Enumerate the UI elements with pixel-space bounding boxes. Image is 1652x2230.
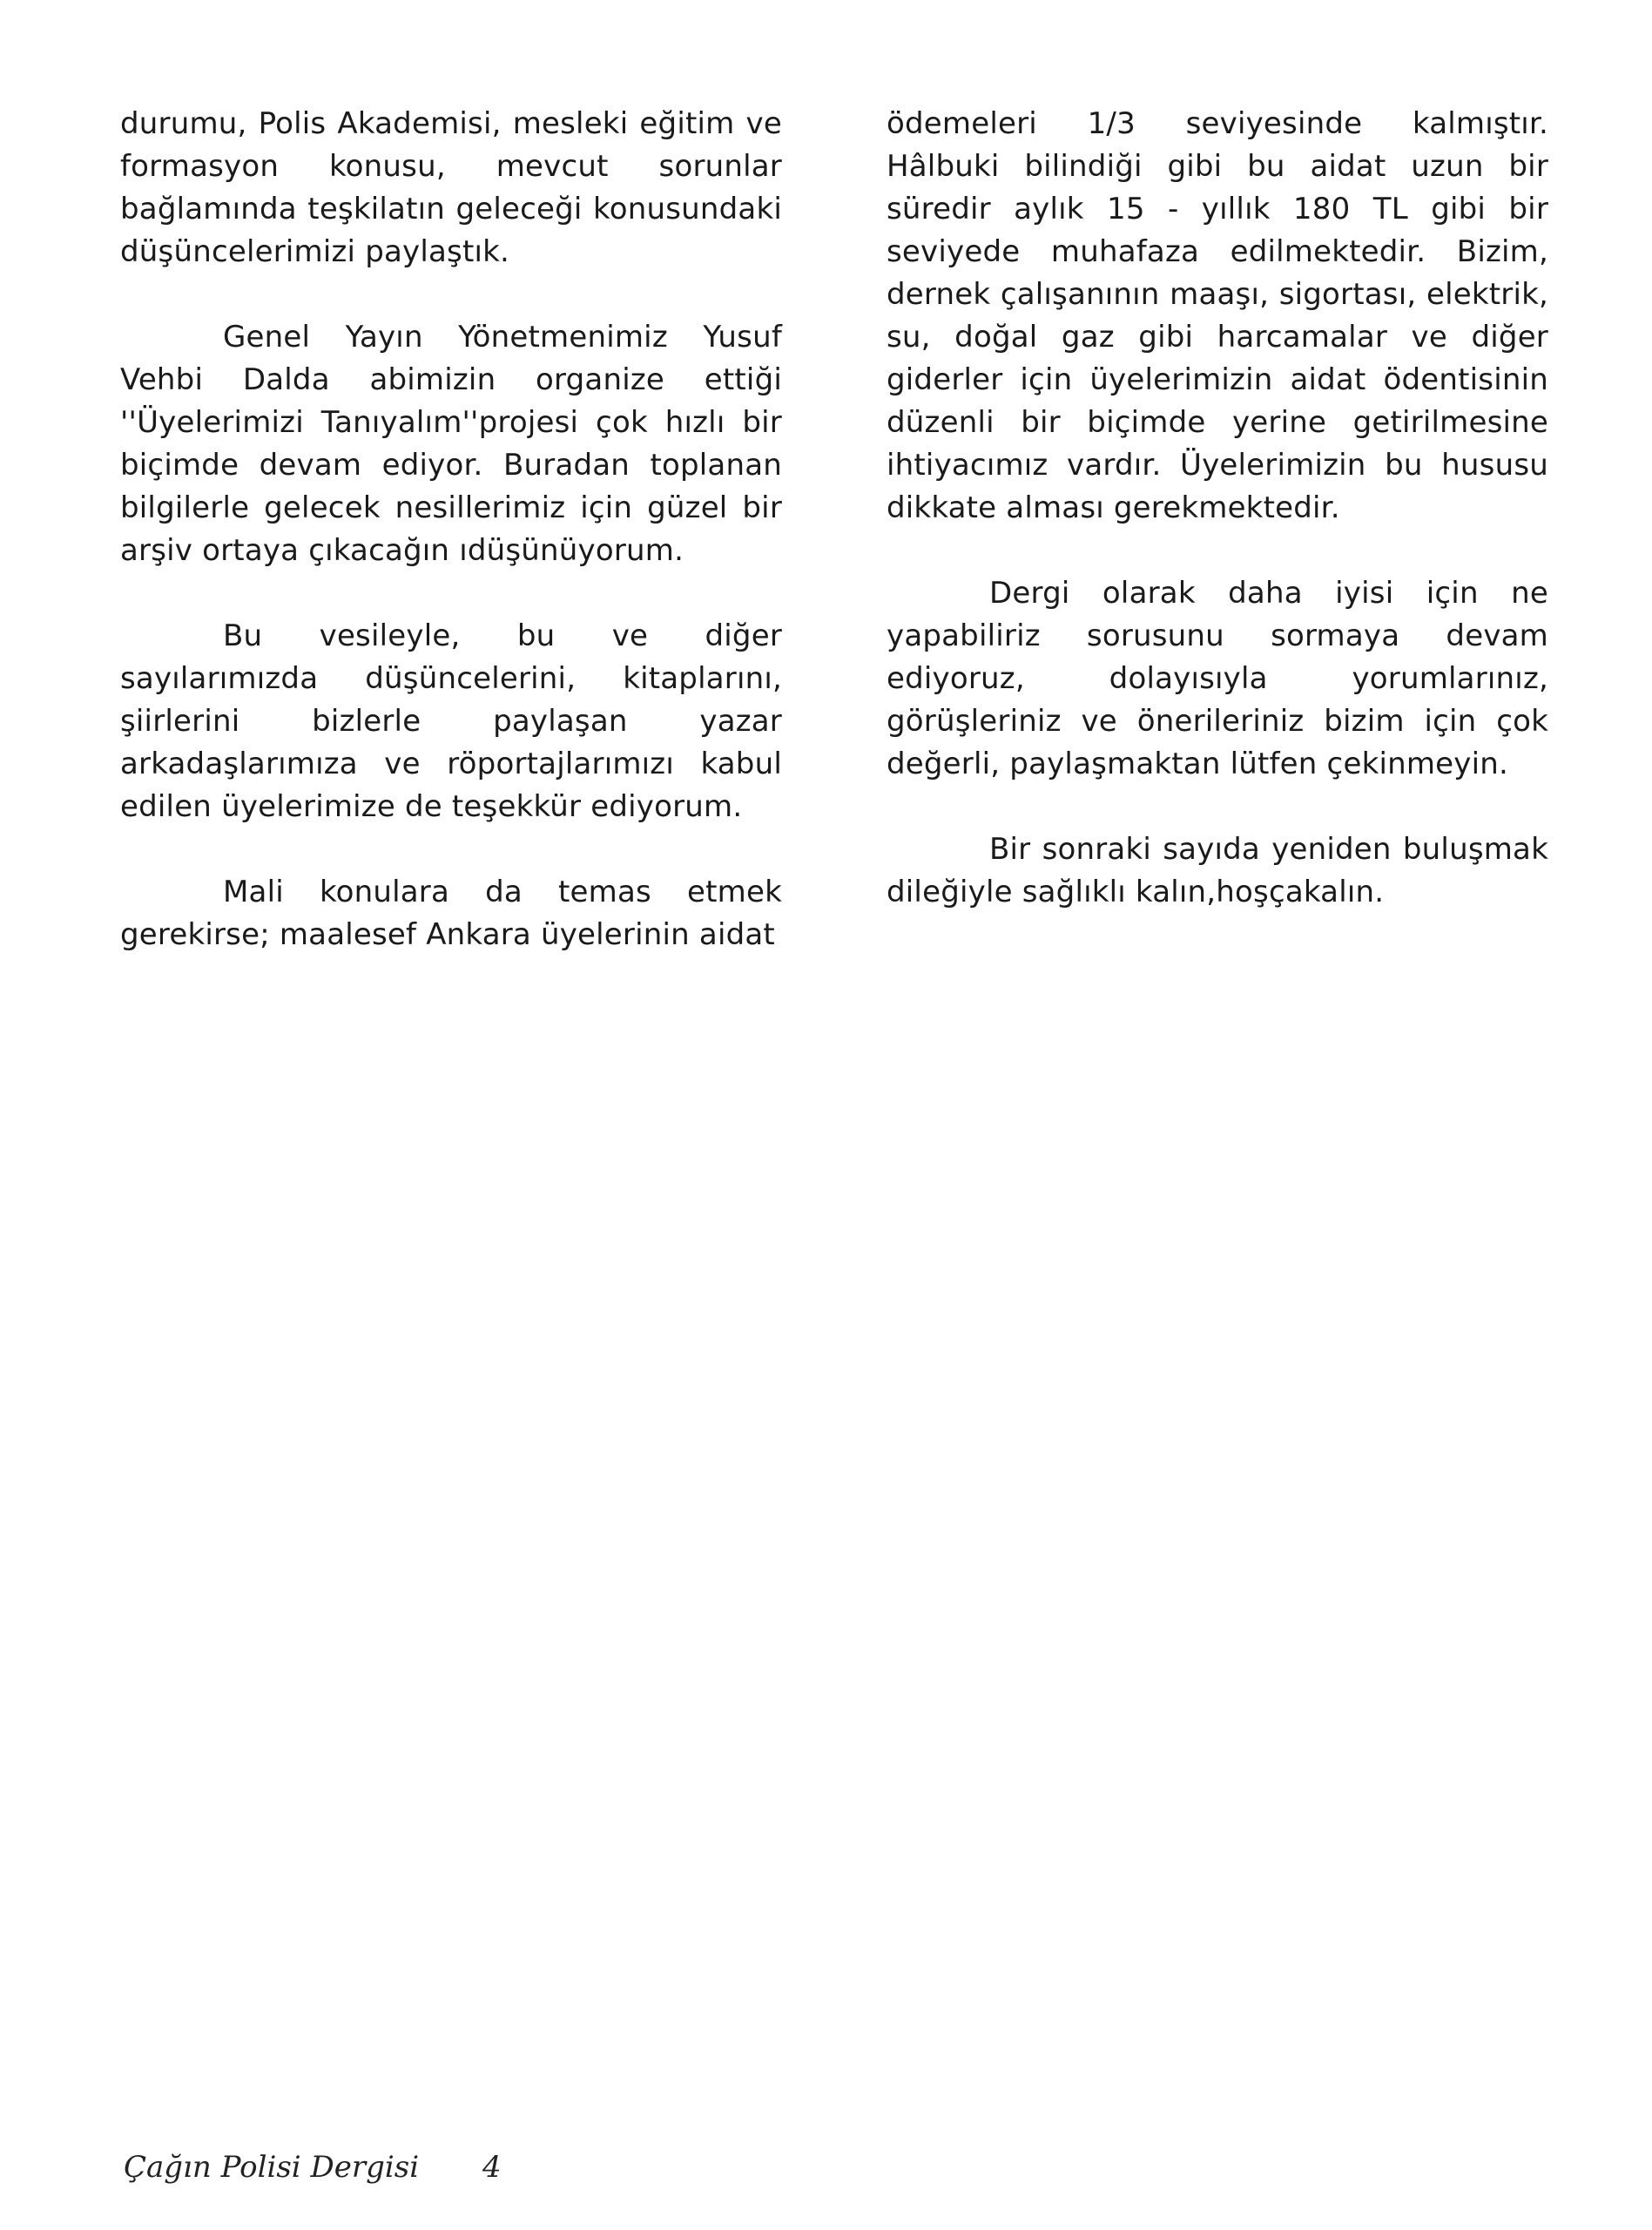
publication-title: Çağın Polisi Dergisi	[124, 2150, 420, 2185]
paragraph: Mali konulara da temas etmek gerekirse; maalesef Ankara üyelerinin aidat	[120, 875, 782, 952]
paragraph: durumu, Polis Akademisi, mesleki eğitim ve formasyon konusu, mevcut sorunlar bağlamında teşkilatın geleceği konusundaki düşüncelerimizi paylaştık.	[120, 106, 782, 269]
right-text-column	[887, 103, 1548, 956]
paragraph: Bu vesileyle, bu ve diğer sayılarımızda düşüncelerini, kitaplarını, şiirlerini bizlerle paylaşan yazar arkadaşlarımıza ve röportajlarımızı kabul edilen üyelerimize de teşekkür ediyorum.	[120, 618, 782, 824]
paragraph: ödemeleri 1/3 seviyesinde kalmıştır. Hâlbuki bilindiği gibi bu aidat uzun bir süredir aylık 15 - yıllık 180 TL gibi bir seviyede muhafaza edilmektedir. Bizim, dernek çalışanının maaşı, sigortası, elektrik, su, doğal gaz gibi harcamalar ve diğer giderler için üyelerimizin aidat ödentisinin düzenli bir biçimde yerine getirilmesine ihtiyacımız vardır. Üyelerimizin bu hususu dikkate alması gerekmektedir.	[887, 106, 1548, 525]
paragraph: Bir sonraki sayıda yeniden buluşmak dileğiyle sağlıklı kalın,hoşçakalın.	[887, 832, 1548, 909]
page-number: 4	[482, 2150, 502, 2185]
left-text-column	[120, 103, 782, 999]
paragraph: Genel Yayın Yönetmenimiz Yusuf Vehbi Dalda abimizin organize ettiği ''Üyelerimizi Tanıyalım''projesi çok hızlı bir biçimde devam ediyor. Buradan toplanan bilgilerle gelecek nesillerimiz için güzel bir arşiv ortaya çıkacağın ıdüşünüyorum.	[120, 320, 782, 568]
paragraph: Dergi olarak daha iyisi için ne yapabiliriz sorusunu sormaya devam ediyoruz, dolayısıyla yorumlarınız, görüşleriniz ve önerileriniz bizim için çok değerli, paylaşmaktan lütfen çekinmeyin.	[887, 576, 1548, 781]
page-footer	[124, 2150, 502, 2185]
